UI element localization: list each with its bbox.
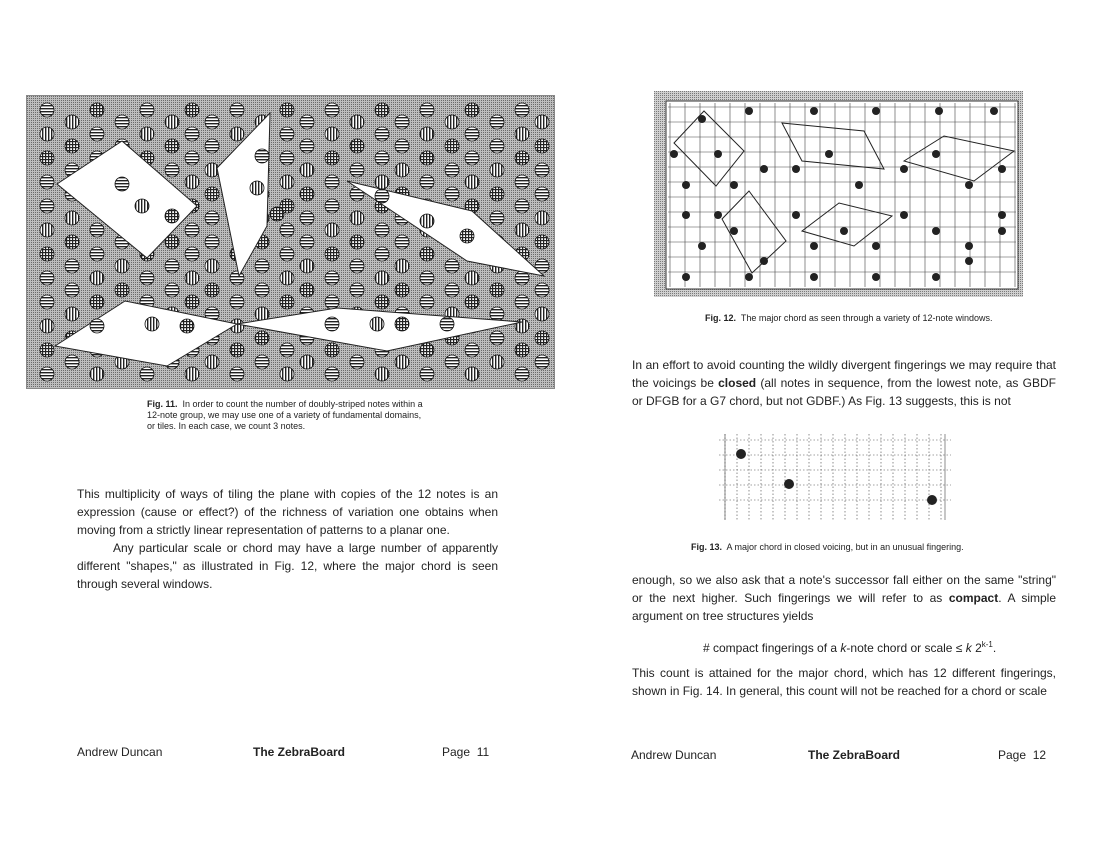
formula-k: k xyxy=(840,641,847,655)
fig13-caption-text: A major chord in closed voicing, but in an unusual fingering. xyxy=(726,542,964,552)
formula-k2: k xyxy=(965,641,972,655)
formula xyxy=(703,636,1063,657)
right-paragraph-3: This count is attained for the major chord, which has 12 different fingerings, shown in Fig. 14. In general, this count will not be reached for a chord or scale xyxy=(632,666,1056,698)
fig11-image xyxy=(26,95,555,389)
fig12-caption-text: The major chord as seen through a variety of 12-note windows. xyxy=(740,313,993,323)
left-paragraph-1: This multiplicity of ways of tiling the plane with copies of the 12 notes is an expression (cause or effect?) of the richness of variation one obtains when moving from a strictly linear representation of patterns to a planar one. xyxy=(77,487,498,537)
fig13-note-3 xyxy=(927,495,937,505)
formula-text-b: -note chord or scale ≤ xyxy=(846,641,966,655)
fig13-image xyxy=(705,428,957,526)
fig12-caption-label: Fig. 12. xyxy=(705,313,737,323)
right-footer-author: Andrew Duncan xyxy=(631,748,717,762)
para2-end: . A simple argument on tree structures yields xyxy=(632,591,1057,623)
formula-end: . xyxy=(992,641,997,655)
fig12-image xyxy=(654,91,1023,297)
formula-text-a: # compact fingerings of a xyxy=(703,641,841,655)
fig11-caption-text: In order to count the number of doubly-striped notes within a 12-note group, we may use one of a variety of fundamental domains, or tiles. In each case, we count 3 notes. xyxy=(147,399,423,431)
left-footer-author: Andrew Duncan xyxy=(77,745,163,759)
formula-base: 2 xyxy=(971,641,982,655)
right-paragraph-2 xyxy=(632,571,1056,625)
para1-bold: closed xyxy=(718,376,757,390)
para1-start: In an effort to avoid counting the wildly divergent fingerings we may require that the voicings be xyxy=(632,358,1056,390)
fig11-caption xyxy=(147,399,429,432)
para2-bold: compact xyxy=(948,591,999,605)
fig13-caption xyxy=(691,542,1011,553)
left-footer-page: Page 11 xyxy=(442,745,490,759)
right-footer-title: The ZebraBoard xyxy=(808,748,901,762)
fig13-note-2 xyxy=(784,479,794,489)
formula-exponent: k-1 xyxy=(981,640,993,649)
fig12-caption xyxy=(705,313,1025,324)
para2-start: enough, so we also ask that a note's successor fall either on the same "string" or the next higher. Such fingerings we will refer to as xyxy=(632,573,1056,605)
right-footer-page: Page 12 xyxy=(998,748,1047,762)
left-paragraph-2: Any particular scale or chord may have a large number of apparently different "shapes," as illustrated in Fig. 12, where the major chord is seen through several windows. xyxy=(77,541,498,591)
para1-end: (all notes in sequence, from the lowest note, as GBDF or DFGB for a G7 chord, but not GDBF.) As Fig. 13 suggests, this is not xyxy=(632,376,1056,408)
fig13-note-1 xyxy=(736,449,746,459)
right-paragraph-1 xyxy=(632,356,1056,410)
fig11-caption-label: Fig. 11. xyxy=(147,399,178,409)
fig13-caption-label: Fig. 13. xyxy=(691,542,723,552)
left-footer-title: The ZebraBoard xyxy=(253,745,346,759)
